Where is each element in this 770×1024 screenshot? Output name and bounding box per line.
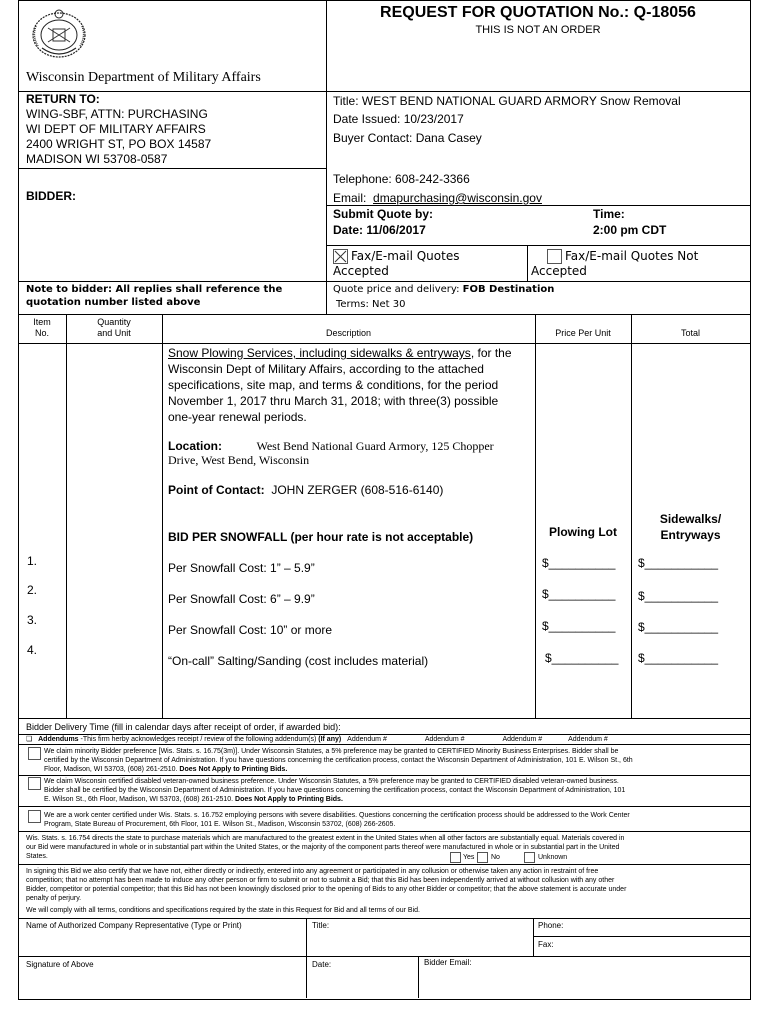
divider [18, 956, 750, 957]
time-label: Time: [593, 207, 625, 221]
item-desc: “On-call” Salting/Sanding (cost includes material) [168, 654, 429, 668]
wisconsin-seal-icon [28, 6, 90, 64]
veteran-text [44, 777, 625, 804]
bid-per-snowfall-header: BID PER SNOWFALL (per hour rate is not acceptable) [168, 530, 474, 544]
return-address-line: WI DEPT OF MILITARY AFFAIRS [26, 122, 206, 136]
stats-line: our Bid were manufactured in whole or in substantial part within the United States, or the majority of the component parts thereof were manufactured in whole or in substantial part in the United [26, 844, 620, 851]
work-center-line: Program, State Bureau of Procurement, 6th Floor, 101 E. Wilson St., Madison, Wisconsin 53702, (608) 266-2605. [44, 821, 396, 828]
plowing-lot-header: Plowing Lot [549, 525, 617, 539]
total-field[interactable]: $___________ [638, 651, 719, 665]
addendum-field[interactable]: Addendum # [347, 736, 387, 743]
delivery-prefix: Quote price and delivery: [333, 284, 463, 295]
work-center-checkbox[interactable] [28, 810, 41, 823]
date-label: Date: [312, 960, 332, 969]
price-field[interactable]: $__________ [542, 556, 616, 570]
return-address-line: WING-SBF, ATTN: PURCHASING [26, 107, 208, 121]
bidder-email-field[interactable] [422, 968, 746, 994]
not-accepted-label-2: Accepted [531, 264, 587, 278]
delivery-time-field[interactable] [380, 720, 740, 732]
delivery-time-label: Bidder Delivery Time (fill in calendar days after receipt of order, if awarded bid): [26, 722, 341, 732]
divider [535, 314, 536, 718]
time-value: 2:00 pm CDT [593, 223, 667, 237]
col-item-line: No. [34, 328, 49, 338]
not-accepted-label-1: Fax/E-mail Quotes Not [565, 249, 699, 263]
total-field[interactable]: $___________ [638, 620, 719, 634]
col-qty-line: and Unit [97, 328, 131, 338]
buyer-contact: Buyer Contact: Dana Casey [333, 131, 482, 145]
bidder-field[interactable] [90, 172, 322, 278]
divider [18, 864, 750, 865]
poc-label: Point of Contact: [168, 483, 265, 497]
veteran-line: Bidder shall be certified by the Wisconsin Department of Administration. If you have questions concerning the certification process, contact the Wisconsin Department of Administration, 101 [44, 787, 626, 794]
minority-line: We claim minority Bidder preference [Wis. Stats. s. 16.75(3m)]. Under Wisconsin Statutes, a 5% preference may be granted to CERTIFIED Minority Business Enterprises. Bidder shall be [44, 748, 619, 755]
addenda-label: Addendums [38, 736, 79, 743]
divider [18, 168, 326, 169]
minority-text [44, 747, 633, 774]
unknown-label: Unknown [538, 854, 568, 861]
fax-label: Fax: [538, 940, 554, 949]
divider [162, 314, 163, 718]
addenda-row [26, 735, 608, 744]
phone-label: Phone: [538, 921, 564, 930]
no-label: No [491, 854, 500, 861]
fax-email-not-accepted-checkbox[interactable] [547, 249, 562, 264]
accepted-label-1: Fax/E-mail Quotes [351, 249, 460, 263]
certify-line: Bidder, competitor or potential competitor; that this Bid has not been knowingly disclosed prior to the opening of Bids to any other Bidder or competitor; that the above statement is accurate under [26, 886, 627, 893]
col-item-line: Item [33, 317, 51, 327]
divider [18, 314, 750, 315]
email-label: Email: [333, 191, 367, 205]
location-label: Location: [168, 439, 222, 453]
department-name: Wisconsin Department of Military Affairs [26, 70, 261, 85]
item-desc: Per Snowfall Cost: 6” – 9.9” [168, 592, 315, 606]
location-value-2: Drive, West Bend, Wisconsin [168, 453, 310, 467]
rfq-title: REQUEST FOR QUOTATION No.: Q-18056 [380, 4, 696, 21]
rep-name-label: Name of Authorized Company Representative (Type or Print) [26, 921, 242, 930]
checkmark-x-icon [334, 250, 347, 263]
fob-destination: FOB Destination [462, 284, 555, 295]
payment-terms: Terms: Net 30 [336, 299, 406, 310]
certification-text [26, 867, 626, 915]
divider [527, 245, 528, 281]
addendum-field[interactable]: Addendum # [568, 736, 608, 743]
title-label: Title: [312, 921, 330, 930]
service-name: Snow Plowing Services, including sidewalks & entryways [168, 346, 471, 360]
divider [533, 918, 534, 956]
divider [18, 343, 750, 344]
phone-field[interactable] [570, 920, 746, 934]
veteran-line-3 [44, 795, 625, 804]
description-line: November 1, 2017 thru March 31, 2018; with three(3) possible [168, 394, 499, 408]
telephone: Telephone: 608-242-3366 [333, 172, 470, 186]
note-to-bidder-2: quotation number listed above [26, 297, 201, 308]
location-value: West Bend National Guard Armory, 125 Chopper [256, 439, 494, 453]
return-to-label: RETURN TO: [26, 92, 100, 106]
item-desc: Per Snowfall Cost: 10” or more [168, 623, 333, 637]
divider [18, 775, 750, 776]
sidewalks-header [631, 511, 750, 543]
divider [533, 936, 750, 937]
return-address-line: MADISON WI 53708-0587 [26, 152, 168, 166]
divider [418, 956, 419, 998]
rep-name-field[interactable] [22, 932, 302, 952]
accepted-label-2: Accepted [333, 264, 389, 278]
total-field[interactable]: $___________ [638, 589, 719, 603]
date-issued: Date Issued: 10/23/2017 [333, 112, 464, 126]
minority-line: certified by the Wisconsin Department of Administration. If you have questions concerning the certification process, contact the Wisconsin Department of Administration, 101 E. Wilson St., 6th [44, 757, 633, 764]
item-desc: Per Snowfall Cost: 1” – 5.9” [168, 561, 315, 575]
bidder-label: BIDDER: [26, 189, 76, 203]
divider [306, 918, 307, 998]
minority-line-3 [44, 765, 633, 774]
divider [326, 245, 750, 246]
sidewalks-line: Sidewalks/ [659, 512, 722, 526]
yes-checkbox[interactable] [450, 852, 461, 863]
divider [18, 918, 750, 919]
veteran-preference-checkbox[interactable] [28, 777, 41, 790]
rfq-title-field: Title: WEST BEND NATIONAL GUARD ARMORY Snow Removal [333, 94, 681, 108]
description-lead [168, 346, 512, 360]
divider [18, 718, 750, 719]
minority-not-apply: Does Not Apply to Printing Bids. [179, 766, 288, 773]
certify-line: We will comply with all terms, conditions and specifications required by the state in this Request for Bid and all terms of our Bid. [26, 907, 420, 914]
yes-label: Yes [463, 854, 475, 861]
description-line: one-year renewal periods. [168, 410, 307, 424]
divider [326, 205, 750, 206]
fax-email-accepted-checkbox[interactable] [333, 249, 348, 264]
certify-line: penalty of perjury. [26, 895, 82, 902]
no-checkbox[interactable] [477, 852, 488, 863]
col-total: Total [680, 328, 700, 338]
price-field[interactable]: $__________ [542, 587, 616, 601]
item-no: 4. [27, 643, 38, 657]
certify-line: competition; that no attempt has been made to induce any other person or firm to submit or not to submit a Bid; that this Bid has been independently arrived at without collusion with any other [26, 877, 615, 884]
veteran-not-apply: Does Not Apply to Printing Bids. [235, 796, 343, 803]
col-description: Description [325, 328, 372, 338]
description-line: Wisconsin Dept of Military Affairs, according to the attached [168, 362, 484, 376]
stats-line: States. [26, 853, 48, 860]
addendum-field[interactable]: Addendum # [424, 736, 465, 743]
price-field[interactable]: $__________ [542, 619, 616, 633]
certify-line: In signing this Bid we also certify that we have not, either directly or indirectly, entered into any agreement or participated in any collusion or otherwise taken any action in restraint of free [26, 868, 599, 875]
divider [18, 91, 750, 92]
sidewalks-line: Entryways [660, 528, 721, 542]
return-address-line: 2400 WRIGHT ST, PO BOX 14587 [26, 137, 212, 151]
work-center-line: We are a work center certified under Wis. Stats. s. 16.752 employing persons with severe disabilities. Questions concerning the certification process should be addressed to the Work Center [44, 812, 630, 819]
minority-line-3a: Floor, Madison, WI 53703, (608) 261-2510. [44, 766, 180, 773]
item-no: 3. [27, 613, 38, 627]
title-field[interactable] [310, 932, 530, 952]
point-of-contact [168, 483, 443, 497]
veteran-line: We claim Wisconsin certified disabled veteran-owned business preference. Under Wisconsin Statutes, a 5% preference may be granted to CERTIFIED disabled veteran-owned business. [44, 778, 619, 785]
minority-preference-checkbox[interactable] [28, 747, 41, 760]
quote-price-delivery [333, 284, 554, 295]
divider [18, 831, 750, 832]
signature-field[interactable] [22, 970, 302, 994]
col-qty-line: Quantity [97, 317, 131, 327]
item-no: 2. [27, 583, 38, 597]
signature-label: Signature of Above [26, 960, 94, 969]
addenda-if-any: (If any) [318, 736, 342, 743]
fax-field[interactable] [560, 939, 746, 953]
email-row [333, 191, 542, 205]
addenda-text: -This firm herby acknowledges receipt / review of the following addendum(s) [78, 736, 319, 743]
addendum-field[interactable]: Addendum # [502, 736, 543, 743]
submit-quote-label: Submit Quote by: [333, 207, 433, 221]
divider [66, 314, 67, 718]
unknown-checkbox[interactable] [524, 852, 535, 863]
email-link[interactable]: dmapurchasing@wisconsin.gov [373, 191, 542, 205]
not-an-order-label: THIS IS NOT AN ORDER [475, 24, 601, 36]
col-price: Price Per Unit [555, 328, 611, 338]
price-field[interactable]: $__________ [545, 651, 619, 665]
work-center-text [44, 811, 630, 829]
divider [18, 806, 750, 807]
divider [18, 744, 750, 745]
item-no: 1. [27, 554, 38, 568]
addenda-checkbox-icon[interactable]: ❏ [26, 736, 33, 743]
note-to-bidder: Note to bidder: All replies shall reference the [26, 284, 283, 295]
veteran-line-3a: E. Wilson St., 6th Floor, Madison, WI 53703, (608) 261-2510. [44, 796, 236, 803]
col-item-no [18, 317, 66, 339]
bidder-email-label: Bidder Email: [424, 958, 472, 967]
description-line: specifications, site map, and terms & conditions, for the period [168, 378, 499, 392]
divider [18, 281, 750, 282]
total-field[interactable]: $___________ [638, 556, 719, 570]
description-lead-rest: , for the [470, 346, 512, 360]
date-field[interactable] [310, 970, 414, 994]
poc-value: JOHN ZERGER (608-516-6140) [271, 483, 444, 497]
submit-date: Date: 11/06/2017 [333, 223, 426, 237]
col-quantity [66, 317, 162, 339]
stats-line: Wis. Stats. s. 16.754 directs the state to purchase materials which are manufactured to the greatest extent in the United States when all other factors are substantially equal. Materials covered in [26, 835, 625, 842]
